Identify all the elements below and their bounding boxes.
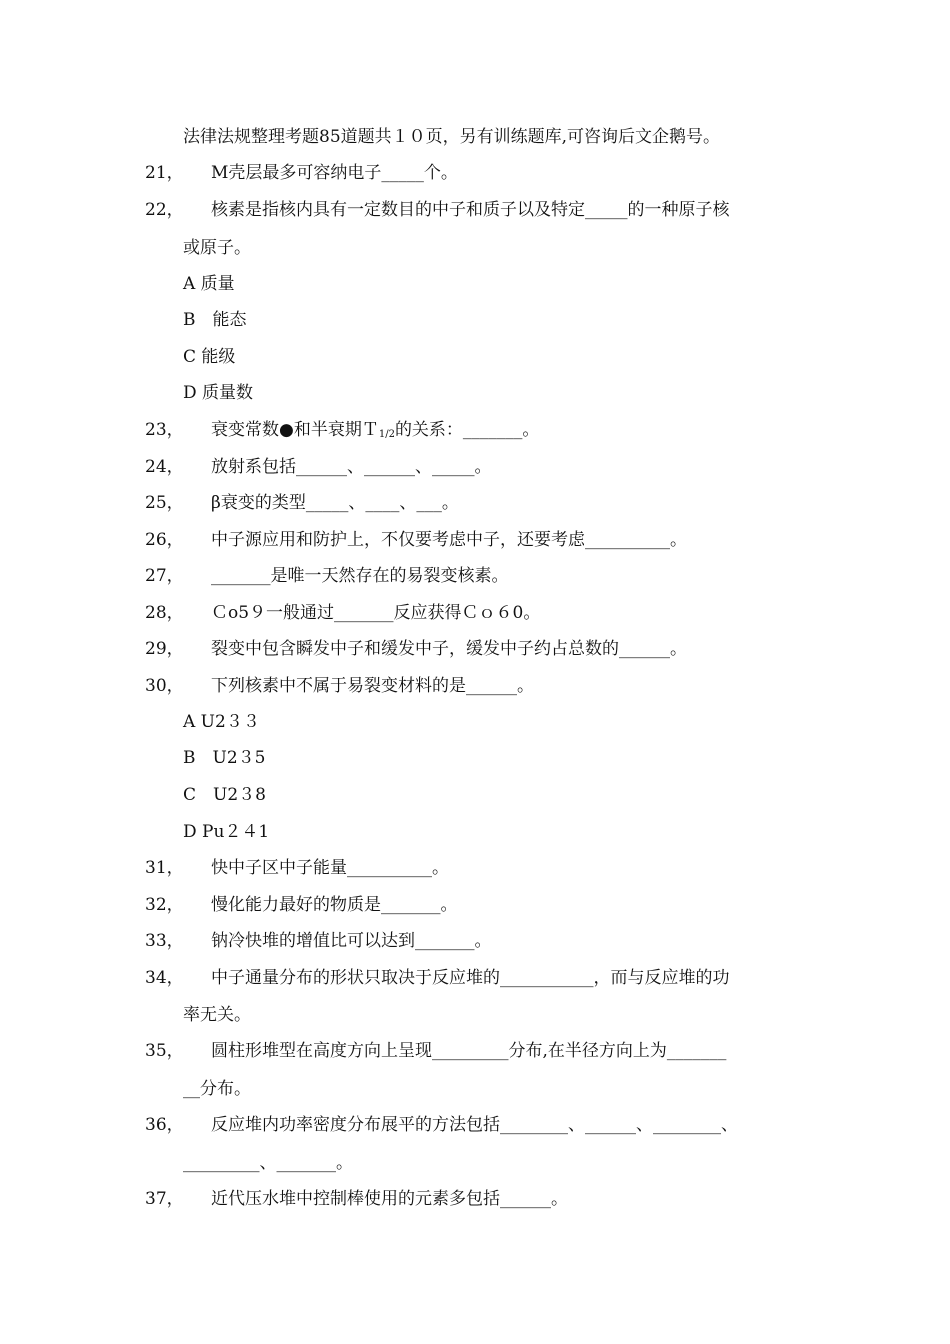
question-number: 27， [145,566,184,586]
question-text-continuation: 率无关。 [183,1005,251,1025]
question-number: 30， [145,676,184,696]
question-number: 24， [145,457,184,477]
question-text: 钠冷快堆的增值比可以达到_______。 [211,931,492,951]
question-text: 近代压水堆中控制棒使用的元素多包括______。 [211,1189,568,1209]
question-text: 慢化能力最好的物质是_______。 [211,895,458,915]
answer-option: B U2３5 [183,748,266,768]
question-text: 核素是指核内具有一定数目的中子和质子以及特定_____的一种原子核 [211,200,730,220]
question-number: 32， [145,895,184,915]
question-number: 37， [145,1189,184,1209]
question-text: Ｃo5９一般通过_______反应获得Ｃｏ６0。 [211,603,541,623]
question-number: 34， [145,968,184,988]
question-number: 35， [145,1041,184,1061]
question-number: 36， [145,1115,184,1135]
question-text-continuation: 或原子。 [183,238,251,258]
question-text: 放射系包括______、______、_____。 [211,457,492,477]
question-text: β衰变的类型_____、____、___。 [211,493,459,513]
answer-option: D Pu２４1 [183,822,270,842]
question-text-continuation: __分布。 [183,1079,251,1099]
answer-option: A 质量 [183,274,235,294]
question-text: 反应堆内功率密度分布展平的方法包括________、______、________、 [211,1115,738,1135]
question-text: 中子源应用和防护上，不仅要考虑中子，还要考虑__________。 [211,530,687,550]
question-text: _______是唯一天然存在的易裂变核素。 [211,566,509,586]
half-life-subscript: 1/2 [378,429,395,440]
question-text: 快中子区中子能量__________。 [211,858,449,878]
question-text: 下列核素中不属于易裂变材料的是______。 [211,676,534,696]
question-text-continuation: _________、_______。 [183,1153,353,1173]
question-number: 21， [145,163,184,183]
question-text: 裂变中包含瞬发中子和缓发中子，缓发中子约占总数的______。 [211,639,687,659]
question-text: 中子通量分布的形状只取决于反应堆的___________，而与反应堆的功 [211,968,730,988]
question-number: 31， [145,858,184,878]
answer-option: C 能级 [183,347,236,367]
question-text [211,419,539,446]
answer-option: D 质量数 [183,383,254,403]
question-number: 22， [145,200,184,220]
question-number: 28， [145,603,184,623]
question-text-part: 的关系：_______。 [394,420,540,440]
answer-option: C U2３8 [183,785,266,805]
answer-option: B 能态 [183,310,247,330]
question-text: M壳层最多可容纳电子_____个。 [211,163,458,183]
question-number: 25， [145,493,184,513]
answer-option: A U2３３ [183,712,260,732]
question-number: 33， [145,931,184,951]
question-number: 23， [145,420,184,440]
page-header-note: 法律法规整理考题85道题共１０页，另有训练题库,可咨询后文企鹅号。 [183,127,721,147]
question-text: 圆柱形堆型在高度方向上呈现_________分布,在半径方向上为_______ [211,1041,727,1061]
question-number: 26， [145,530,184,550]
question-text-part: 衰变常数●和半衰期Ｔ [211,420,379,440]
question-number: 29， [145,639,184,659]
